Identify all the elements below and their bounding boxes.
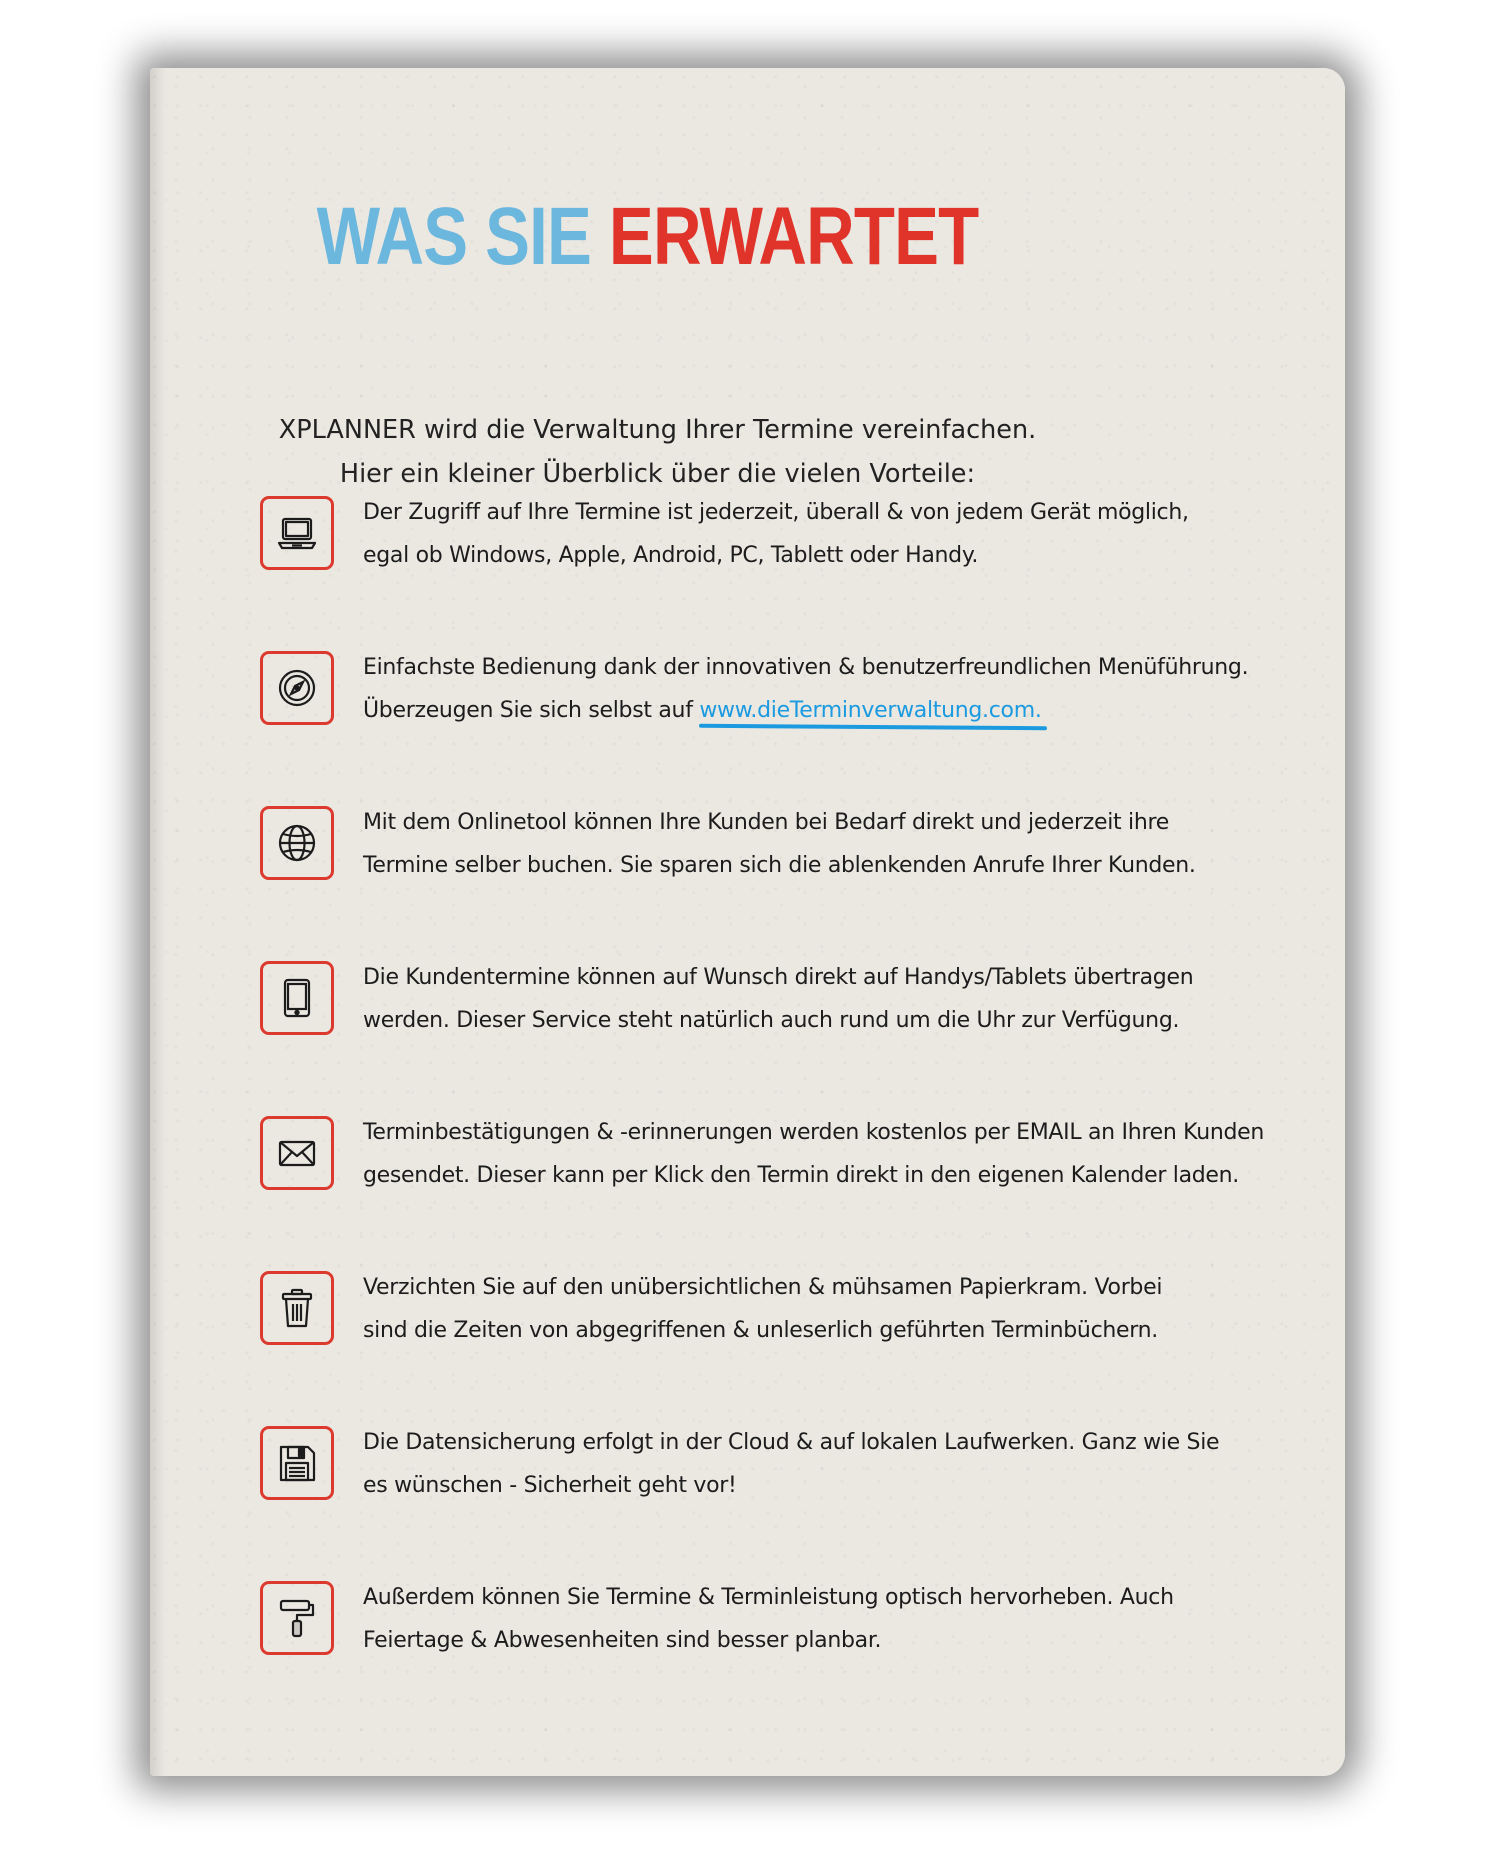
- feature-text: [363, 956, 1193, 1042]
- feature-line-1: Einfachste Bedienung dank der innovativen & benutzerfreundlichen Menüführung.: [363, 655, 1249, 680]
- trash-icon: [274, 1285, 320, 1331]
- floppy-disk-icon: [274, 1440, 320, 1486]
- feature-line-2: egal ob Windows, Apple, Android, PC, Tablett oder Handy.: [363, 543, 979, 568]
- feature-line-2: [363, 689, 1248, 732]
- feature-item-email: [260, 1116, 1310, 1206]
- feature-line-2: gesendet. Dieser kann per Klick den Termin direkt in den eigenen Kalender laden.: [363, 1163, 1239, 1188]
- feature-item-onlinetool: [260, 806, 1310, 896]
- compass-icon: [274, 665, 320, 711]
- feature-line-2: Feiertage & Abwesenheiten sind besser planbar.: [363, 1628, 882, 1653]
- intro-text: [150, 408, 1255, 496]
- feature-item-access: [260, 496, 1310, 586]
- feature-text: [363, 1266, 1162, 1352]
- feature-icon-box: [260, 496, 334, 570]
- feature-icon-box: [260, 961, 334, 1035]
- title-part-blue: WAS SIE: [316, 191, 592, 282]
- feature-icon-box: [260, 1426, 334, 1500]
- paint-roller-icon: [274, 1595, 320, 1641]
- feature-icon-box: [260, 651, 334, 725]
- feature-line-2: Termine selber buchen. Sie sparen sich die ablenkenden Anrufe Ihrer Kunden.: [363, 853, 1196, 878]
- feature-item-backup: [260, 1426, 1310, 1516]
- feature-line-1: Mit dem Onlinetool können Ihre Kunden bei Bedarf direkt und jederzeit ihre: [363, 810, 1170, 835]
- feature-icon-box: [260, 1581, 334, 1655]
- feature-text: [363, 1421, 1219, 1507]
- laptop-icon: [274, 510, 320, 556]
- website-link[interactable]: www.dieTerminverwaltung.com.: [699, 698, 1042, 723]
- feature-icon-box: [260, 1116, 334, 1190]
- globe-icon: [274, 820, 320, 866]
- feature-line-1: Der Zugriff auf Ihre Termine ist jederzeit, überall & von jedem Gerät möglich,: [363, 500, 1189, 525]
- feature-text: [363, 1576, 1174, 1662]
- feature-line-1: Die Kundentermine können auf Wunsch direkt auf Handys/Tablets übertragen: [363, 965, 1194, 990]
- feature-line-2-prefix: Überzeugen Sie sich selbst auf: [363, 698, 700, 723]
- feature-icon-box: [260, 806, 334, 880]
- feature-text: [363, 801, 1196, 887]
- feature-line-1: Die Datensicherung erfolgt in der Cloud & auf lokalen Laufwerken. Ganz wie Sie: [363, 1430, 1220, 1455]
- feature-item-mobile-sync: [260, 961, 1310, 1051]
- feature-item-highlighting: [260, 1581, 1310, 1671]
- spine-shade: [150, 68, 166, 1776]
- page-title: [158, 190, 1138, 284]
- feature-icon-box: [260, 1271, 334, 1345]
- envelope-icon: [274, 1130, 320, 1176]
- feature-item-usability: [260, 651, 1310, 741]
- tablet-icon: [274, 975, 320, 1021]
- feature-line-2: werden. Dieser Service steht natürlich auch rund um die Uhr zur Verfügung.: [363, 1008, 1180, 1033]
- feature-line-1: Außerdem können Sie Termine & Terminleistung optisch hervorheben. Auch: [363, 1585, 1174, 1610]
- feature-text: [363, 646, 1248, 732]
- booklet-page: [150, 68, 1345, 1776]
- feature-line-2: es wünschen - Sicherheit geht vor!: [363, 1473, 737, 1498]
- feature-line-1: Verzichten Sie auf den unübersichtlichen & mühsamen Papierkram. Vorbei: [363, 1275, 1163, 1300]
- feature-text: [363, 491, 1189, 577]
- feature-text: [363, 1111, 1264, 1197]
- intro-line-2: Hier ein kleiner Überblick über die vielen Vorteile:: [339, 459, 976, 489]
- feature-line-2: sind die Zeiten von abgegriffenen & unleserlich geführten Terminbüchern.: [363, 1318, 1158, 1343]
- feature-item-paperless: [260, 1271, 1310, 1361]
- intro-line-1: XPLANNER wird die Verwaltung Ihrer Termine vereinfachen.: [278, 415, 1037, 445]
- feature-line-1: Terminbestätigungen & -erinnerungen werden kostenlos per EMAIL an Ihren Kunden: [363, 1120, 1265, 1145]
- title-part-red: ERWARTET: [608, 191, 979, 282]
